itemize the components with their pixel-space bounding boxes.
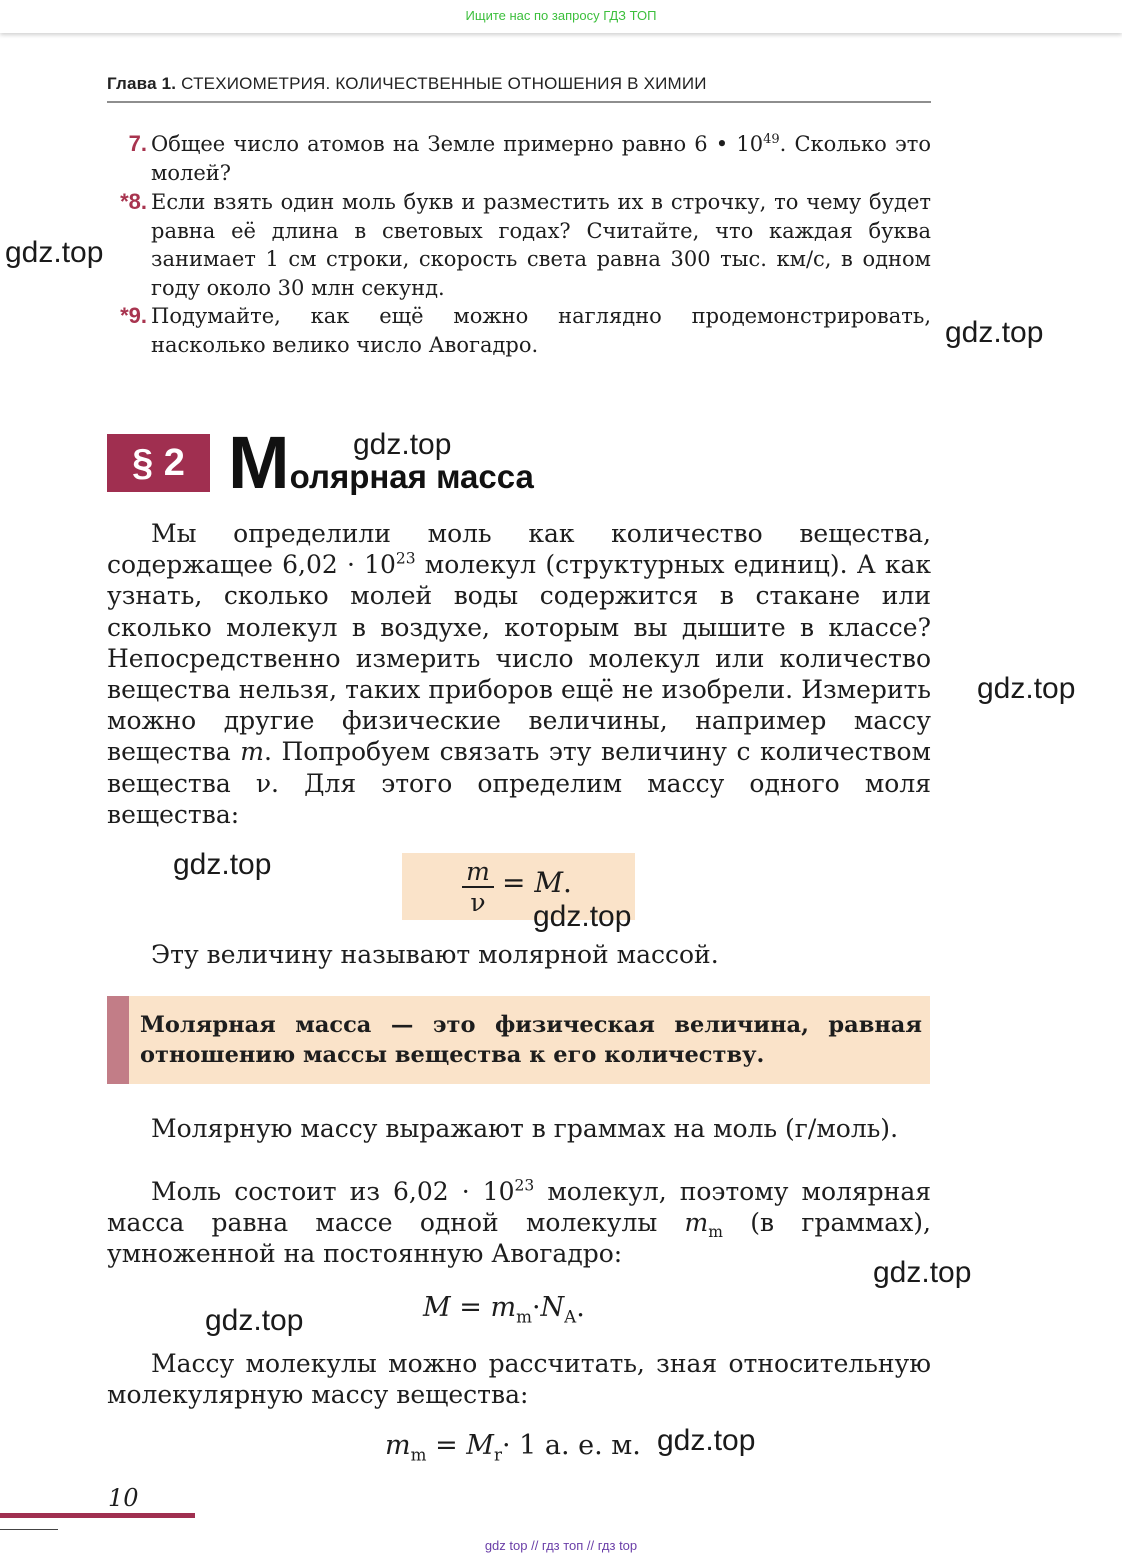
footer-links[interactable]: gdz top // гдз топ // гдз top — [484, 1538, 638, 1553]
watermark: gdz.top — [5, 236, 104, 269]
exponent: 23 — [514, 1176, 535, 1195]
chapter-label: Глава 1. — [107, 74, 177, 93]
subscript: m — [516, 1306, 532, 1327]
subscript: m — [708, 1223, 723, 1242]
text-part: молекул (структурных единиц). А как узнать, сколько молей воды содержится в стакане или сколько молекул в воздухе, которым вы дышите в классе? Непосредственно измерить число молекул или количество вещества нельзя, таких приборов ещё не изобрели. Измерить можно другие физические величины, например массу вещества — [107, 550, 931, 767]
fraction-denominator: ν — [470, 888, 486, 917]
task-9 — [107, 302, 931, 359]
task-text-part: . Сколько это молей? — [151, 132, 931, 185]
page-accent-rule — [0, 1513, 195, 1518]
task-text — [151, 130, 931, 187]
period: . — [563, 866, 572, 899]
formula-rhs — [502, 866, 572, 899]
equals-sign: = — [435, 1430, 458, 1461]
text-part: (в граммах), умноженной на постоянную Авогадро: — [107, 1208, 931, 1269]
watermark: gdz.top — [173, 848, 272, 881]
paragraph-relative-mass — [107, 1348, 931, 1410]
chapter-title: СТЕХИОМЕТРИЯ. КОЛИЧЕСТВЕННЫЕ ОТНОШЕНИЯ В ХИМИИ — [181, 74, 707, 93]
variable-m: m — [490, 1292, 517, 1323]
subscript: A — [564, 1306, 577, 1327]
period: . — [576, 1292, 585, 1323]
page-number: 10 — [108, 1484, 139, 1512]
definition-text: Молярная масса — это физическая величина, равная отношению массы вещества к его количеству. — [140, 1012, 922, 1068]
top-banner — [0, 0, 1122, 33]
definition-accent-bar — [107, 996, 129, 1084]
exponent: 49 — [763, 132, 780, 147]
variable-N: N — [540, 1292, 565, 1323]
fraction-numerator: m — [462, 858, 494, 888]
section-title-initial: М — [228, 421, 290, 504]
watermark: gdz.top — [533, 900, 632, 933]
equals-sign: = — [502, 866, 526, 899]
formula-molar-mass — [423, 1292, 585, 1327]
variable-m: m — [240, 737, 264, 767]
paragraph-units — [107, 1113, 931, 1144]
variable-m: m — [385, 1430, 411, 1461]
multiply-dot: · — [531, 1292, 541, 1323]
formula-rest: · 1 а. е. м. — [501, 1430, 641, 1461]
watermark: gdz.top — [205, 1304, 304, 1337]
task-7 — [107, 130, 931, 187]
text-part: Молярную массу выражают в граммах на моль (г/моль). — [151, 1114, 899, 1143]
text-part: Массу молекулы можно рассчитать, зная относительную молекулярную массу вещества: — [107, 1349, 931, 1410]
variable-m: m — [684, 1208, 709, 1238]
text-part: Мы определили моль как количество вещества, содержащее 6,02 · 10 — [107, 519, 931, 580]
variable-M: M — [534, 866, 564, 899]
variable-M: M — [423, 1292, 451, 1323]
formula-molecule-mass — [385, 1430, 641, 1465]
subscript: r — [493, 1444, 502, 1465]
text-part: . Попробуем связать эту величину с количеством вещества ν. Для этого определим массу одного моля вещества: — [107, 737, 932, 829]
watermark: gdz.top — [977, 672, 1076, 705]
text-part: молекул, поэтому молярная масса равна массе одной молекулы — [107, 1177, 932, 1238]
task-text: Подумайте, как ещё можно наглядно продемонстрировать, насколько велико число Авогадро. — [151, 304, 931, 357]
chapter-divider — [107, 101, 931, 103]
section-title-rest: олярная масса — [289, 458, 534, 495]
watermark: gdz.top — [945, 316, 1044, 349]
exponent: 23 — [395, 549, 416, 568]
watermark: gdz.top — [657, 1424, 756, 1457]
paragraph-molar-mass-name: Эту величину называют молярной массой. — [151, 940, 719, 969]
paragraph-avogadro — [107, 1176, 931, 1270]
task-number: *9. — [120, 303, 147, 328]
task-8 — [107, 188, 931, 302]
paragraph-intro — [107, 518, 931, 830]
subscript: m — [410, 1444, 427, 1465]
equals-sign: = — [459, 1292, 482, 1323]
task-number: *8. — [120, 189, 147, 214]
page-thin-rule — [0, 1529, 58, 1530]
top-banner-text: Ищите нас по запросу ГДЗ ТОП — [465, 8, 657, 23]
section-number-badge: § 2 — [107, 434, 210, 492]
task-number: 7. — [128, 131, 147, 156]
task-text: Если взять один моль букв и разместить их в строчку, то чему будет равна её длина в световых годах? Считайте, что каждая буква занимает 1 см строки, скорость света равна 300 тыс. км/с, в одном году около 30 млн секунд. — [151, 190, 931, 300]
watermark: gdz.top — [353, 428, 452, 461]
chapter-header — [107, 74, 931, 94]
task-text-part: Общее число атомов на Земле примерно равно 6 • 10 — [151, 132, 764, 156]
text-part: Моль состоит из 6,02 · 10 — [151, 1177, 515, 1206]
fraction — [462, 858, 494, 918]
variable-M: M — [466, 1430, 494, 1461]
watermark: gdz.top — [873, 1256, 972, 1289]
